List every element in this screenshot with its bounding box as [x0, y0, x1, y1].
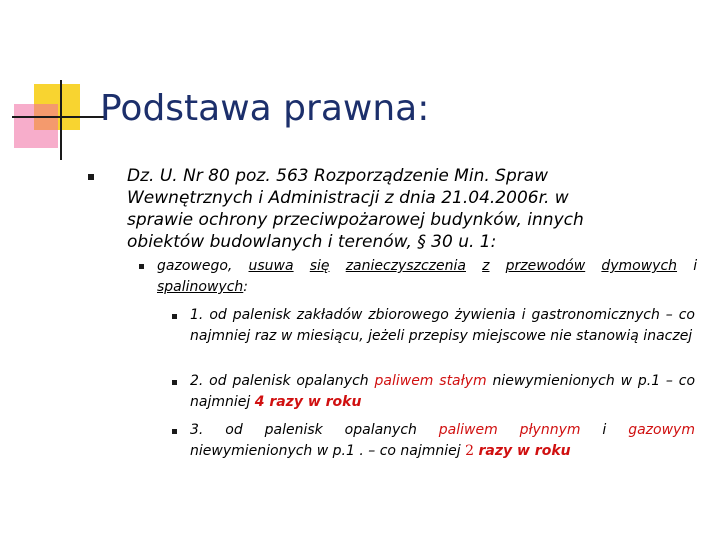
item-highlight: razy w roku: [478, 443, 571, 459]
sub-word: z: [482, 258, 490, 274]
sub-word: usuwa: [248, 258, 294, 274]
item-text: i: [602, 422, 607, 438]
item-highlight: gazowym: [628, 422, 695, 438]
bullet-icon: [88, 174, 94, 180]
logo-pink-square: [14, 104, 58, 148]
sub-word: gazowego,: [157, 258, 233, 274]
item-highlight: paliwem płynnym: [438, 422, 581, 438]
item-text: niewymienionych w p.1 . – co najmniej: [190, 443, 461, 459]
sub-word: się: [309, 258, 330, 274]
sub-word: przewodów: [505, 258, 586, 274]
decorative-logo: [0, 0, 100, 170]
list-item: 1. od palenisk zakładów zbiorowego żywienia i gastronomicznych – co najmniej raz w miesiącu, jeżeli przepisy miejscowe nie stanowią inaczej: [190, 307, 695, 344]
main-paragraph: Dz. U. Nr 80 poz. 563 Rozporządzenie Min. Spraw Wewnętrznych i Administracji z dnia 21.04.2006r. w sprawie ochrony przeciwpożarowej budynków, innych obiektów budowlanych i terenów, § 30 u. 1:: [127, 166, 584, 252]
list-item: [190, 420, 695, 462]
logo-vertical-line: [60, 80, 62, 160]
sub-word: spalinowych: [157, 279, 244, 295]
item-highlight: 2: [465, 443, 475, 459]
sub-paragraph: [157, 256, 697, 298]
sub-word: :: [243, 279, 249, 295]
bullet-icon: [172, 380, 177, 385]
sub-word: zanieczyszczenia: [345, 258, 466, 274]
sub-word: dymowych: [601, 258, 678, 274]
bullet-icon: [172, 314, 177, 319]
item-highlight: paliwem stałym: [374, 373, 487, 389]
item-text: niewymienionych w p.1 – co najmniej: [190, 373, 696, 410]
item-highlight: 4 razy w roku: [254, 394, 362, 410]
slide-title: Podstawa prawna:: [100, 88, 430, 129]
sub-word: i: [693, 258, 698, 274]
item-text: 2. od palenisk opalanych: [190, 373, 369, 389]
logo-horizontal-line: [12, 116, 106, 118]
bullet-icon: [172, 429, 177, 434]
item-text: 3. od palenisk opalanych: [190, 422, 417, 438]
list-item: [190, 371, 695, 413]
bullet-icon: [139, 264, 144, 269]
